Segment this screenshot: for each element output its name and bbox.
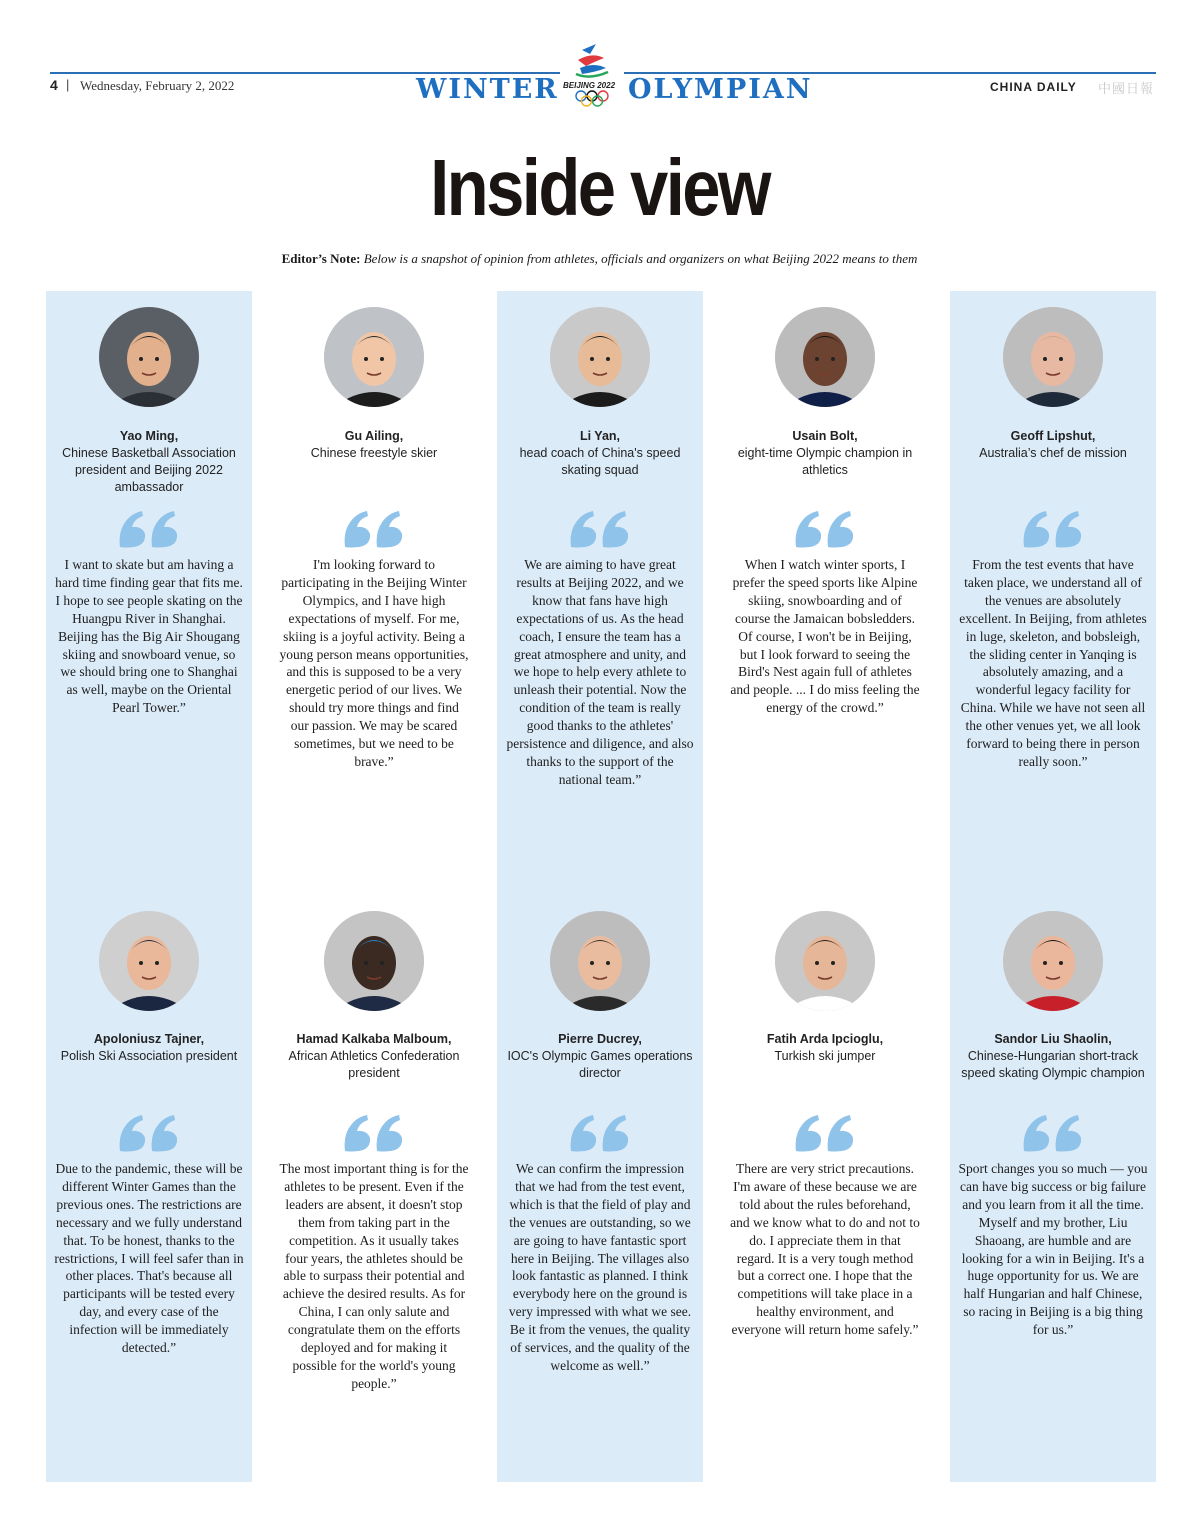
speaker-credit	[54, 428, 244, 496]
quote-text: The most important thing is for the athletes to be present. Even if the leaders are absent, it doesn't stop them from taking part in the competition. As it usually takes four years, the athletes should be able to surpass their potential and achieve the desired results. As for China, I can only salute and congratulate them on the efforts deployed and for making it possible for the world's young people.”	[279, 1161, 469, 1391]
portrait-photo	[550, 911, 650, 1011]
speaker-credit	[279, 1031, 469, 1082]
double-quote-icon	[1020, 509, 1086, 549]
portrait-photo	[775, 911, 875, 1011]
double-quote-icon	[792, 1113, 858, 1153]
newspaper-name: CHINA DAILY	[990, 80, 1077, 94]
speaker-title: African Athletics Confederation president	[288, 1049, 460, 1080]
portrait-photo	[1003, 307, 1103, 407]
section-title-right: OLYMPIAN	[628, 74, 813, 105]
portrait-photo	[775, 307, 875, 407]
page-date: Wednesday, February 2, 2022	[80, 78, 235, 93]
double-quote-icon	[567, 1113, 633, 1153]
portrait-photo	[1003, 911, 1103, 1011]
speaker-credit	[958, 1031, 1148, 1082]
speaker-credit	[730, 1031, 920, 1065]
speaker-name: Fatih Arda Ipcioglu,	[766, 1032, 884, 1046]
speaker-title: eight-time Olympic champion in athletics	[737, 446, 913, 477]
page-separator: |	[66, 77, 70, 92]
double-quote-icon	[567, 509, 633, 549]
speaker-name: Pierre Ducrey,	[558, 1032, 642, 1046]
quote-text: We can confirm the impression that we had from the test event, which is that the field of play and the venues are outstanding, so we are going to have fantastic sport here in Beijing. The villages also look fantastic as planned. I think everybody here on the ground is very impressed with what we see. Be it from the venues, the quality of services, and the quality of the welcome as well.”	[508, 1161, 692, 1373]
quote-text: I'm looking forward to participating in the Beijing Winter Olympics, and I have high expectations of myself. For me, skiing is a joyful activity. Being a young person means opportunities, and this is supposed to be a very energetic period of our lives. We should try more things and find our passion. We may be scared sometimes, but we need to be brave.”	[279, 557, 469, 769]
quote-text: There are very strict precautions. I'm aware of these because we are told about the rules beforehand, and we know what to do and not to do. I appreciate them in that regard. It is a very tough method but a correct one. I hope that the competitions will take place in a healthy environment, and everyone will return home safely.”	[730, 1161, 920, 1338]
speaker-title: head coach of China's speed skating squad	[519, 446, 681, 477]
speaker-title: Chinese-Hungarian short-track speed skating Olympic champion	[961, 1049, 1145, 1080]
speaker-name: Hamad Kalkaba Malboum,	[296, 1032, 452, 1046]
speaker-name: Sandor Liu Shaolin,	[994, 1032, 1112, 1046]
speaker-credit	[958, 428, 1148, 462]
editors-note-text: Below is a snapshot of opinion from athletes, officials and organizers on what Beijing 2022 means to them	[363, 251, 918, 266]
speaker-title: Chinese freestyle skier	[310, 446, 438, 460]
newspaper-name-chinese: 中國日報	[1098, 81, 1155, 96]
speaker-title: Turkish ski jumper	[774, 1049, 876, 1063]
portrait-photo	[99, 307, 199, 407]
portrait-photo	[324, 307, 424, 407]
editors-note-label: Editor’s Note:	[281, 251, 361, 266]
speaker-credit	[54, 1031, 244, 1065]
portrait-photo	[324, 911, 424, 1011]
speaker-title: IOC's Olympic Games operations director	[507, 1049, 693, 1080]
editors-note	[0, 251, 1199, 267]
speaker-credit	[279, 428, 469, 462]
speaker-title: Polish Ski Association president	[60, 1049, 238, 1063]
portrait-photo	[550, 307, 650, 407]
quote-text: Sport changes you so much — you can have big success or big failure and you learn from it all the time. Myself and my brother, Liu Shaoang, are humble and are looking for a win in Beijing. It's a huge opportunity for us. We are half Hungarian and half Chinese, so racing in Beijing is a big thing for us.”	[958, 1161, 1148, 1338]
speaker-name: Apoloniusz Tajner,	[93, 1032, 205, 1046]
speaker-name: Usain Bolt,	[792, 429, 858, 443]
speaker-name: Yao Ming,	[119, 429, 179, 443]
page-number: 4	[50, 77, 58, 93]
speaker-name: Li Yan,	[579, 429, 621, 443]
double-quote-icon	[341, 509, 407, 549]
double-quote-icon	[341, 1113, 407, 1153]
section-title-left: WINTER	[416, 74, 559, 105]
quote-text: When I watch winter sports, I prefer the speed sports like Alpine skiing, snowboarding and of course the Jamaican bobsledders. Of course, I won't be in Beijing, but I look forward to seeing the Bird's Nest again full of athletes and people. ... I do miss feeling the energy of the crowd.”	[730, 557, 920, 716]
double-quote-icon	[116, 1113, 182, 1153]
double-quote-icon	[792, 509, 858, 549]
speaker-credit	[505, 428, 695, 479]
quote-text: From the test events that have taken place, we understand all of the venues are absolutely excellent. In Beijing, from athletes in luge, skeleton, and bobsleigh, the sliding center in Yanqing is absolutely amazing, and a wonderful legacy facility for China. While we have not seen all the other venues yet, we all look forward to being there in person really soon.”	[959, 557, 1147, 769]
quote-text: We are aiming to have great results at Beijing 2022, and we know that fans have high expectations of us. As the head coach, I ensure the team has a great atmosphere and unity, and we hope to help every athlete to unleash their potential. Now the condition of the team is really good thanks to the athletes' persistence and diligence, and also thanks to the support of the national team.”	[506, 557, 694, 787]
speaker-name: Geoff Lipshut,	[1010, 429, 1096, 443]
double-quote-icon	[1020, 1113, 1086, 1153]
speaker-credit	[505, 1031, 695, 1082]
beijing-2022-logo	[560, 40, 624, 108]
double-quote-icon	[116, 509, 182, 549]
speaker-title: Australia’s chef de mission	[979, 446, 1127, 460]
quote-text: I want to skate but am having a hard time finding gear that fits me. I hope to see people skating on the Huangpu River in Shanghai. Beijing has the Big Air Shougang skiing and snowboard venue, so we should bring one to Shanghai as well, maybe on the Oriental Pearl Tower.”	[55, 557, 243, 716]
logo-caption: BEIJING 2022	[563, 81, 616, 90]
speaker-title: Chinese Basketball Association president and Beijing 2022 ambassador	[62, 446, 236, 494]
quote-text: Due to the pandemic, these will be different Winter Games than the previous ones. The restrictions are necessary and we fully understand that. To be honest, thanks to the restrictions, I will feel safer than in other places. That's because all participants will be tested every day, and every case of the infection will be immediately detected.”	[54, 1161, 244, 1356]
page-headline: Inside view	[430, 143, 769, 232]
portrait-photo	[99, 911, 199, 1011]
speaker-credit	[730, 428, 920, 479]
speaker-name: Gu Ailing,	[344, 429, 404, 443]
